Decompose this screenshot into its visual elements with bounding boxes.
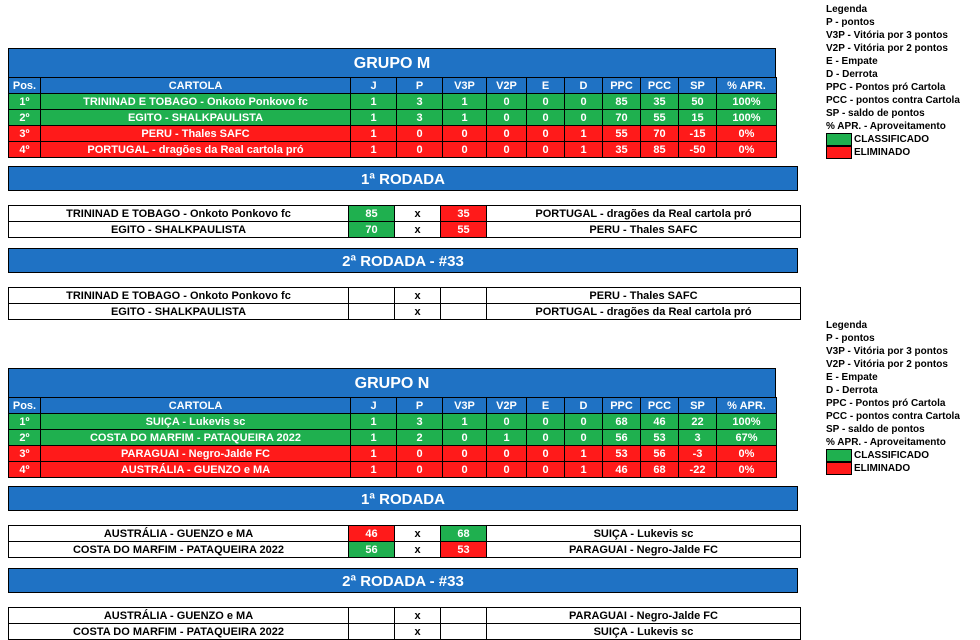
legend-line: % APR. - Aproveitamento <box>826 121 946 132</box>
table-cell: 0 <box>487 142 527 158</box>
table-cell: 0 <box>527 414 565 430</box>
table-cell: 0 <box>397 142 443 158</box>
table-row <box>9 94 777 110</box>
table-cell: 4º <box>9 142 41 158</box>
legend-classificado <box>826 133 960 146</box>
table-cell: 1º <box>9 414 41 430</box>
table-cell: 56 <box>603 430 641 446</box>
table-cell: 3 <box>679 430 717 446</box>
standings-table <box>8 397 777 478</box>
versus: x <box>395 206 441 222</box>
away-score <box>441 608 487 624</box>
legend-line: V2P - Vitória por 2 pontos <box>826 43 948 54</box>
table-cell: PARAGUAI - Negro-Jalde FC <box>41 446 351 462</box>
table-cell: 4º <box>9 462 41 478</box>
table-cell: 3º <box>9 446 41 462</box>
table-cell: EGITO - SHALKPAULISTA <box>41 110 351 126</box>
table-cell: 0 <box>565 110 603 126</box>
table-row <box>9 430 777 446</box>
legend-line: PCC - pontos contra Cartola <box>826 411 960 422</box>
table-cell: 0 <box>527 126 565 142</box>
round-2-matches <box>8 287 801 320</box>
table-cell: TRININAD E TOBAGO - Onkoto Ponkovo fc <box>41 94 351 110</box>
home-score: 85 <box>349 206 395 222</box>
match-row <box>9 624 801 640</box>
table-cell: 0 <box>527 142 565 158</box>
column-header: J <box>351 78 397 94</box>
match-row <box>9 304 801 320</box>
table-cell: 1 <box>351 94 397 110</box>
away-team: PORTUGAL - dragões da Real cartola pró <box>487 206 801 222</box>
legend-line: PPC - Pontos pró Cartola <box>826 82 946 93</box>
table-cell: 1 <box>351 430 397 446</box>
legend-line: D - Derrota <box>826 69 878 80</box>
away-team: PERU - Thales SAFC <box>487 222 801 238</box>
away-team: SUIÇA - Lukevis sc <box>487 526 801 542</box>
table-cell: 1 <box>351 110 397 126</box>
group-title: GRUPO N <box>8 368 776 397</box>
away-team: PERU - Thales SAFC <box>487 288 801 304</box>
round-2-matches <box>8 607 801 640</box>
table-cell: 0 <box>487 446 527 462</box>
table-cell: 0% <box>717 142 777 158</box>
home-team: AUSTRÁLIA - GUENZO e MA <box>9 608 349 624</box>
column-header: PPC <box>603 78 641 94</box>
versus: x <box>395 542 441 558</box>
table-cell: 1 <box>351 462 397 478</box>
legend-line: SP - saldo de pontos <box>826 424 925 435</box>
table-row <box>9 414 777 430</box>
legend-line: SP - saldo de pontos <box>826 108 925 119</box>
table-cell: 0 <box>527 430 565 446</box>
legend-line: PPC - Pontos pró Cartola <box>826 398 946 409</box>
classificado-swatch <box>826 133 852 146</box>
legend-classificado <box>826 449 960 462</box>
home-score <box>349 608 395 624</box>
column-header: P <box>397 78 443 94</box>
home-team: TRININAD E TOBAGO - Onkoto Ponkovo fc <box>9 288 349 304</box>
standings-table <box>8 77 777 158</box>
home-score <box>349 304 395 320</box>
round-1-matches <box>8 525 801 558</box>
legend-line: D - Derrota <box>826 385 878 396</box>
table-header-row <box>9 398 777 414</box>
home-team: EGITO - SHALKPAULISTA <box>9 304 349 320</box>
table-cell: -22 <box>679 462 717 478</box>
table-cell: 1 <box>351 126 397 142</box>
table-cell: 1 <box>565 446 603 462</box>
table-row <box>9 110 777 126</box>
table-cell: 0 <box>527 462 565 478</box>
column-header: Pos. <box>9 398 41 414</box>
table-cell: 0 <box>443 142 487 158</box>
home-score: 46 <box>349 526 395 542</box>
table-cell: 46 <box>603 462 641 478</box>
column-header: CARTOLA <box>41 78 351 94</box>
group-m-standings <box>8 48 776 158</box>
round-1-banner: 1ª RODADA <box>8 486 798 511</box>
column-header: CARTOLA <box>41 398 351 414</box>
eliminado-swatch <box>826 462 852 475</box>
table-cell: 0 <box>443 462 487 478</box>
legend-line: V3P - Vitória por 3 pontos <box>826 30 948 41</box>
table-cell: 2 <box>397 430 443 446</box>
column-header: SP <box>679 78 717 94</box>
column-header: V2P <box>487 78 527 94</box>
table-cell: 0 <box>487 126 527 142</box>
table-cell: 68 <box>603 414 641 430</box>
column-header: P <box>397 398 443 414</box>
table-cell: SUIÇA - Lukevis sc <box>41 414 351 430</box>
home-team: COSTA DO MARFIM - PATAQUEIRA 2022 <box>9 624 349 640</box>
classificado-swatch <box>826 449 852 462</box>
table-cell: 0 <box>527 446 565 462</box>
table-cell: 0 <box>487 462 527 478</box>
match-row <box>9 542 801 558</box>
home-score: 70 <box>349 222 395 238</box>
table-cell: 67% <box>717 430 777 446</box>
versus: x <box>395 624 441 640</box>
table-row <box>9 446 777 462</box>
table-cell: -15 <box>679 126 717 142</box>
table-cell: 35 <box>641 94 679 110</box>
table-cell: 0 <box>565 94 603 110</box>
table-cell: 1 <box>351 142 397 158</box>
column-header: PPC <box>603 398 641 414</box>
classificado-label: CLASSIFICADO <box>854 134 929 145</box>
versus: x <box>395 304 441 320</box>
table-cell: 68 <box>641 462 679 478</box>
home-team: AUSTRÁLIA - GUENZO e MA <box>9 526 349 542</box>
table-cell: 55 <box>603 126 641 142</box>
table-cell: 0 <box>527 110 565 126</box>
table-cell: 85 <box>603 94 641 110</box>
table-cell: 0% <box>717 462 777 478</box>
table-cell: 1 <box>351 446 397 462</box>
versus: x <box>395 222 441 238</box>
table-cell: 1 <box>565 142 603 158</box>
table-cell: 0 <box>487 110 527 126</box>
table-cell: 0 <box>397 446 443 462</box>
table-cell: 0 <box>565 414 603 430</box>
table-cell: 35 <box>603 142 641 158</box>
column-header: V3P <box>443 78 487 94</box>
table-cell: 3 <box>397 414 443 430</box>
away-score <box>441 288 487 304</box>
legend-panel <box>826 319 960 475</box>
away-score <box>441 624 487 640</box>
versus: x <box>395 526 441 542</box>
legend-eliminado <box>826 146 960 159</box>
home-team: COSTA DO MARFIM - PATAQUEIRA 2022 <box>9 542 349 558</box>
match-row <box>9 526 801 542</box>
match-row <box>9 608 801 624</box>
table-cell: 0 <box>443 126 487 142</box>
table-cell: 0 <box>397 126 443 142</box>
table-cell: 53 <box>641 430 679 446</box>
eliminado-label: ELIMINADO <box>854 463 911 474</box>
eliminado-label: ELIMINADO <box>854 147 911 158</box>
away-score: 68 <box>441 526 487 542</box>
legend-title: Legenda <box>826 4 868 15</box>
legend-panel <box>826 3 960 159</box>
away-team: PARAGUAI - Negro-Jalde FC <box>487 542 801 558</box>
legend-line: V2P - Vitória por 2 pontos <box>826 359 948 370</box>
table-cell: 15 <box>679 110 717 126</box>
table-cell: 1 <box>443 94 487 110</box>
table-cell: 0 <box>487 414 527 430</box>
column-header: E <box>527 78 565 94</box>
table-cell: 56 <box>641 446 679 462</box>
table-cell: 3 <box>397 94 443 110</box>
group-title: GRUPO M <box>8 48 776 77</box>
table-cell: 2º <box>9 430 41 446</box>
round-1-matches <box>8 205 801 238</box>
eliminado-swatch <box>826 146 852 159</box>
column-header: J <box>351 398 397 414</box>
legend-line: % APR. - Aproveitamento <box>826 437 946 448</box>
match-row <box>9 288 801 304</box>
table-cell: 50 <box>679 94 717 110</box>
round-1-banner: 1ª RODADA <box>8 166 798 191</box>
column-header: D <box>565 78 603 94</box>
legend-eliminado <box>826 462 960 475</box>
table-row <box>9 462 777 478</box>
table-header-row <box>9 78 777 94</box>
column-header: % APR. <box>717 78 777 94</box>
table-cell: 0 <box>397 462 443 478</box>
table-cell: 100% <box>717 94 777 110</box>
away-team: PARAGUAI - Negro-Jalde FC <box>487 608 801 624</box>
column-header: PCC <box>641 78 679 94</box>
table-cell: 70 <box>603 110 641 126</box>
legend-line: V3P - Vitória por 3 pontos <box>826 346 948 357</box>
round-2-banner: 2ª RODADA - #33 <box>8 568 798 593</box>
table-cell: 85 <box>641 142 679 158</box>
home-score <box>349 624 395 640</box>
table-cell: 0 <box>527 94 565 110</box>
away-score <box>441 304 487 320</box>
legend-line: PCC - pontos contra Cartola <box>826 95 960 106</box>
column-header: V2P <box>487 398 527 414</box>
column-header: V3P <box>443 398 487 414</box>
table-cell: 22 <box>679 414 717 430</box>
table-cell: 1º <box>9 94 41 110</box>
table-cell: 1 <box>443 414 487 430</box>
table-cell: AUSTRÁLIA - GUENZO e MA <box>41 462 351 478</box>
table-cell: 1 <box>443 110 487 126</box>
away-score: 35 <box>441 206 487 222</box>
home-team: EGITO - SHALKPAULISTA <box>9 222 349 238</box>
table-cell: 0 <box>443 430 487 446</box>
classificado-label: CLASSIFICADO <box>854 450 929 461</box>
table-cell: 0 <box>487 94 527 110</box>
column-header: E <box>527 398 565 414</box>
home-score <box>349 288 395 304</box>
column-header: PCC <box>641 398 679 414</box>
away-team: PORTUGAL - dragões da Real cartola pró <box>487 304 801 320</box>
versus: x <box>395 288 441 304</box>
table-row <box>9 142 777 158</box>
table-row <box>9 126 777 142</box>
home-score: 56 <box>349 542 395 558</box>
table-cell: 0 <box>443 446 487 462</box>
legend-line: P - pontos <box>826 333 875 344</box>
home-team: TRININAD E TOBAGO - Onkoto Ponkovo fc <box>9 206 349 222</box>
match-row <box>9 222 801 238</box>
round-2-banner: 2ª RODADA - #33 <box>8 248 798 273</box>
versus: x <box>395 608 441 624</box>
away-score: 53 <box>441 542 487 558</box>
table-cell: 70 <box>641 126 679 142</box>
table-cell: 55 <box>641 110 679 126</box>
table-cell: -3 <box>679 446 717 462</box>
table-cell: 1 <box>487 430 527 446</box>
table-cell: 3º <box>9 126 41 142</box>
group-n-standings <box>8 368 776 478</box>
table-cell: COSTA DO MARFIM - PATAQUEIRA 2022 <box>41 430 351 446</box>
table-cell: 0 <box>565 430 603 446</box>
table-cell: 2º <box>9 110 41 126</box>
table-cell: 1 <box>565 126 603 142</box>
column-header: D <box>565 398 603 414</box>
table-cell: 53 <box>603 446 641 462</box>
legend-title: Legenda <box>826 320 868 331</box>
table-cell: 100% <box>717 414 777 430</box>
table-cell: 0% <box>717 126 777 142</box>
column-header: SP <box>679 398 717 414</box>
legend-line: E - Empate <box>826 372 878 383</box>
match-row <box>9 206 801 222</box>
table-cell: -50 <box>679 142 717 158</box>
table-cell: 1 <box>351 414 397 430</box>
table-cell: 0% <box>717 446 777 462</box>
table-cell: 3 <box>397 110 443 126</box>
column-header: Pos. <box>9 78 41 94</box>
table-cell: PORTUGAL - dragões da Real cartola pró <box>41 142 351 158</box>
away-score: 55 <box>441 222 487 238</box>
column-header: % APR. <box>717 398 777 414</box>
legend-line: P - pontos <box>826 17 875 28</box>
table-cell: 100% <box>717 110 777 126</box>
table-cell: 46 <box>641 414 679 430</box>
legend-line: E - Empate <box>826 56 878 67</box>
table-cell: 1 <box>565 462 603 478</box>
away-team: SUIÇA - Lukevis sc <box>487 624 801 640</box>
table-cell: PERU - Thales SAFC <box>41 126 351 142</box>
